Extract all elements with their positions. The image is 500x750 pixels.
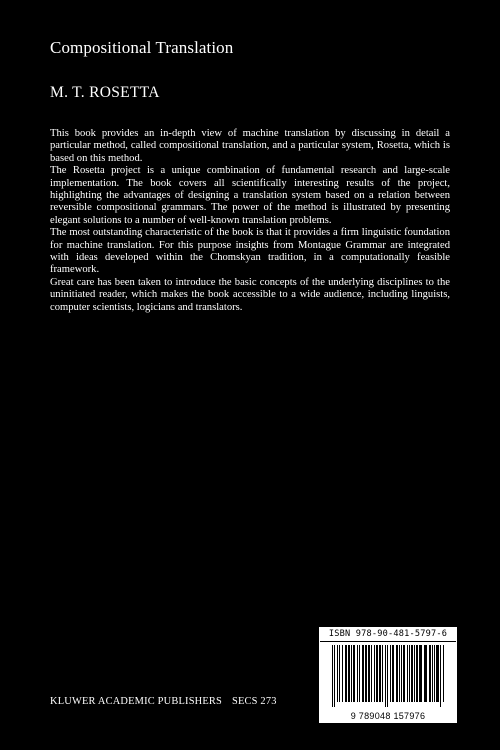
barcode-bar [416, 645, 418, 702]
blurb-paragraph: The most outstanding characteristic of the book is that it provides a firm linguistic foundation for machine translation. For this purpose insights from Montague Grammar are integrated with ideas developed within the Chomskyan tradition, in a computationally feasible framework. [50, 227, 450, 276]
barcode-bar [440, 645, 441, 707]
barcode-bar [385, 645, 386, 707]
publisher-name: KLUWER ACADEMIC PUBLISHERS [50, 696, 223, 707]
barcode-bar [443, 645, 444, 702]
barcode-bar [436, 645, 439, 702]
book-title: Compositional Translation [50, 38, 234, 57]
barcode-bar [353, 645, 355, 702]
barcode-bar [411, 645, 413, 702]
blurb-paragraph: Great care has been taken to introduce the basic concepts of the underlying disciplines to the uninitiated reader, which makes the book accessible to a wide audience, including linguists, computer scientists, logicians and translators. [50, 276, 450, 313]
barcode-bar [351, 645, 352, 702]
barcode-bar [382, 645, 383, 702]
barcode-bar [332, 645, 333, 707]
barcode-bar [392, 645, 394, 702]
barcode-bar [419, 645, 422, 702]
barcode-bar [409, 645, 410, 702]
barcode-bar [339, 645, 340, 702]
series-code: SECS 273 [232, 696, 277, 707]
barcode-bar [379, 645, 381, 702]
barcode-bar [359, 645, 360, 702]
barcode-bar [396, 645, 398, 702]
blurb-paragraph: The Rosetta project is a unique combination of fundamental research and large-scale implementation. The book covers all scientifically interesting results of the project, highlighting the advantages of designing a translation system based on a relation between reversible compositional grammars. The power of the method is illustrated by presenting elegant solutions to a number of well-known translation problems. [50, 165, 450, 226]
barcode-bar [407, 645, 408, 702]
barcode-bar [376, 645, 378, 702]
barcode-graphic [332, 645, 444, 707]
barcode-bar [348, 645, 350, 702]
back-cover-blurb [50, 128, 450, 314]
barcode-bar [429, 645, 431, 702]
barcode-bar [374, 645, 375, 702]
blurb-paragraph: This book provides an in-depth view of machine translation by discussing in detail a particular method, called compositional translation, and a particular system, Rosetta, which is based on this method. [50, 128, 450, 164]
barcode-bar [334, 645, 335, 707]
barcode-bar [342, 645, 343, 702]
barcode-bar [387, 645, 388, 707]
barcode-bar [368, 645, 370, 702]
barcode-bar [424, 645, 427, 702]
barcode-bar [362, 645, 364, 702]
barcode-bar [399, 645, 400, 702]
isbn-label: ISBN 978-90-481-5797-6 [328, 629, 448, 639]
barcode-bar [365, 645, 367, 702]
barcode-bar [337, 645, 338, 702]
barcode-bar [434, 645, 435, 702]
isbn-barcode-box [319, 627, 457, 723]
author-name: M. T. ROSETTA [50, 84, 160, 101]
isbn-divider [320, 641, 456, 642]
barcode-bar [401, 645, 402, 702]
barcode-number: 9 789048 157976 [350, 711, 426, 721]
barcode-bar [345, 645, 347, 702]
barcode-bar [432, 645, 433, 702]
barcode-bar [403, 645, 405, 702]
barcode-bar [414, 645, 415, 702]
barcode-bar [371, 645, 372, 702]
barcode-bar [357, 645, 358, 702]
barcode-bar [390, 645, 391, 702]
